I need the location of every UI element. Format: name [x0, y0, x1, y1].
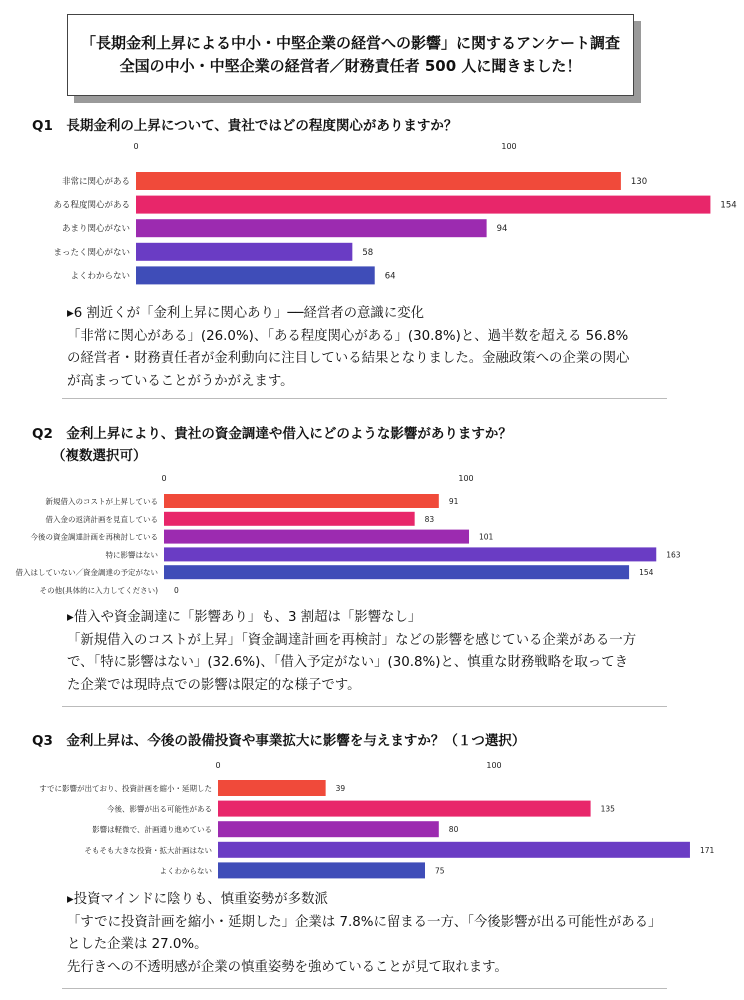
q2-category-label: 借入はしていない／資金調達の予定がない: [15, 568, 158, 578]
q1-heading: Q1 長期金利の上昇について、貴社ではどの程度関心がありますか？: [32, 118, 458, 134]
q2-value-label: 101: [479, 532, 494, 542]
q1-summary-line: が高まっていることがうかがえます。: [67, 373, 294, 389]
q3-category-label: よくわからない: [159, 866, 212, 876]
q1-value-label: 94: [496, 224, 508, 235]
q2-bar: [164, 512, 415, 526]
q3-bar: [218, 842, 690, 858]
q1-value-label: 154: [720, 200, 737, 211]
q1-category-label: よくわからない: [70, 271, 130, 282]
q2-category-label: 特に影響はない: [105, 550, 158, 560]
q3-summary-headline: ▸投資マインドに陰りも、慎重姿勢が多数派: [67, 892, 328, 907]
q2-category-label: 新規借入のコストが上昇している: [45, 497, 158, 506]
section-divider: [62, 988, 667, 989]
q2-subheading: （複数選択可）: [52, 448, 147, 464]
q3-heading: Q3 金利上昇は、今後の設備投資や事業拡大に影響を与えますか？（１つ選択）: [32, 733, 526, 749]
q3-bar: [218, 801, 591, 817]
q1-category-label: ある程度関心がある: [53, 200, 130, 211]
q3-bar: [218, 821, 439, 837]
survey-title-box: [67, 14, 634, 96]
q3-category-label: 今後、影響が出る可能性がある: [107, 804, 212, 814]
q2-value-label: 83: [424, 514, 435, 524]
q2-bar: [164, 565, 629, 579]
q3-category-label: 影響は軽微で、計画通り進めている: [92, 825, 212, 835]
q2-bar: [164, 530, 469, 544]
q1-summary-headline: ▸6 割近くが「金利上昇に関心あり」──経営者の意識に変化: [67, 306, 424, 321]
q1-value-label: 130: [630, 177, 648, 187]
q3-summary: [67, 889, 667, 979]
q1-category-label: まったく関心がない: [53, 247, 130, 258]
q3-value-label: 75: [435, 866, 445, 876]
survey-title-line-1: 「長期金利上昇による中小・中堅企業の経営への影響」に関するアンケート調査: [80, 34, 621, 52]
q2-value-label: 0: [174, 586, 179, 595]
q2-bar-chart: [0, 472, 744, 600]
q3-value-label: 39: [335, 784, 346, 793]
q2-bar: [164, 547, 656, 561]
q1-summary-line: 「非常に関心がある」(26.0%)、「ある程度関心がある」(30.8%)と、過半数を超える 56.8%: [67, 328, 629, 344]
q2-bar: [164, 494, 439, 508]
q1-bar: [136, 266, 375, 284]
q3-bar: [218, 780, 326, 796]
q2-value-label: 154: [639, 568, 654, 578]
survey-title-line-2: 全国の中小・中堅企業の経営者／財務責任者 500 人に聞きました！: [119, 57, 582, 75]
q1-category-label: 非常に関心がある: [61, 177, 130, 187]
q1-value-label: 64: [384, 271, 396, 282]
q1-tick-label: 100: [501, 142, 517, 151]
q3-tick-label: 100: [486, 761, 502, 770]
section-divider: [62, 706, 667, 707]
q3-value-label: 135: [600, 804, 615, 814]
q1-bar: [136, 172, 621, 190]
q1-bar: [136, 243, 352, 261]
q2-heading: Q2 金利上昇により、貴社の資金調達や借入にどのような影響がありますか？: [32, 426, 512, 442]
q2-category-label: 借入金の返済計画を見直している: [45, 514, 158, 524]
q1-value-label: 58: [362, 247, 374, 258]
q1-tick-label: 0: [133, 142, 139, 151]
q3-summary-line: 「すでに投資計画を縮小・延期した」企業は 7.8%に留まる一方、「今後影響が出る可能性がある」: [67, 914, 662, 930]
q3-tick-label: 0: [215, 761, 221, 770]
q1-category-label: あまり関心がない: [61, 224, 130, 235]
q2-value-label: 163: [666, 550, 681, 560]
q3-bar: [218, 862, 425, 878]
q3-bar-chart: [0, 759, 744, 884]
section-divider: [62, 398, 667, 399]
q3-summary-line: 先行きへの不透明感が企業の慎重姿勢を強めていることが見て取れます。: [67, 959, 508, 975]
q2-summary-line: 「新規借入のコストが上昇」「資金調達計画を再検討」などの影響を感じている企業がある一方: [67, 632, 637, 648]
q2-summary-line: た企業では現時点での影響は限定的な様子です。: [67, 677, 361, 693]
q1-bar: [136, 196, 710, 214]
q1-bar: [136, 219, 487, 237]
q2-summary-line: で、「特に影響はない」(32.6%)、「借入予定がない」(30.8%)と、慎重な財務戦略を取ってき: [67, 655, 628, 670]
q2-tick-label: 100: [458, 474, 474, 483]
q2-summary: [67, 607, 667, 697]
q2-summary-headline: ▸借入や資金調達に「影響あり」も、3 割超は「影響なし」: [67, 610, 422, 625]
q3-summary-line: とした企業は 27.0%。: [67, 937, 208, 952]
q1-summary: [67, 303, 667, 393]
q1-summary-line: の経営者・財務責任者が金利動向に注目している結果となりました。金融政策への企業の関心: [67, 351, 630, 366]
q3-value-label: 171: [699, 845, 715, 855]
q3-category-label: そもそも大きな投資・拡大計画はない: [84, 845, 212, 855]
q2-value-label: 91: [448, 497, 459, 506]
q3-value-label: 80: [448, 825, 459, 835]
q1-bar-chart: [0, 140, 744, 282]
q2-tick-label: 0: [161, 474, 167, 483]
q3-category-label: すでに影響が出ており、投資計画を縮小・延期した: [39, 784, 212, 793]
q2-category-label: 今後の資金調達計画を再検討している: [30, 532, 158, 542]
q2-category-label: その他(具体的に入力してください): [39, 586, 158, 595]
